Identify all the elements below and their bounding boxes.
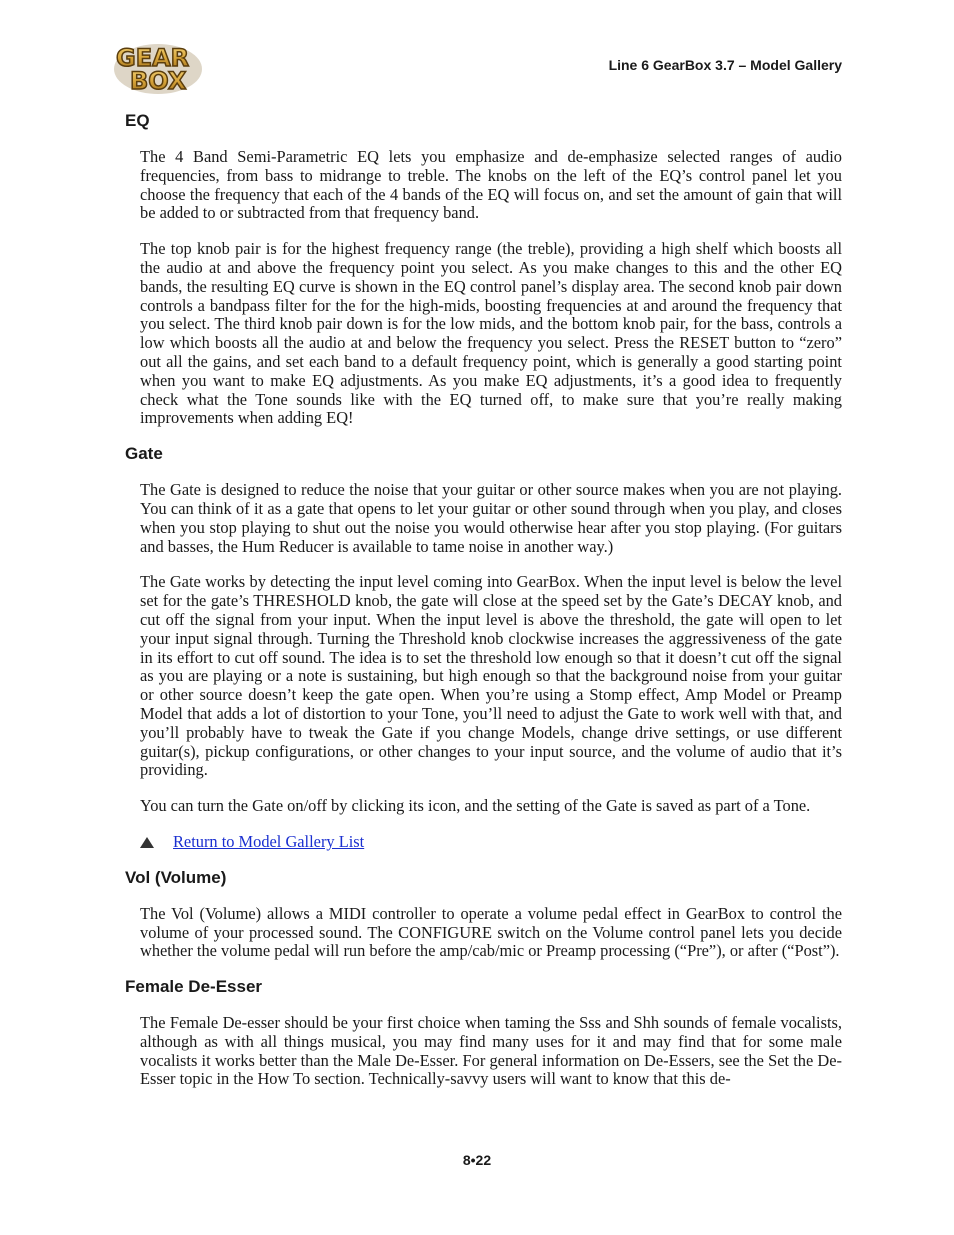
heading-female-deesser: Female De-Esser <box>125 977 263 997</box>
triangle-up-icon <box>140 837 154 848</box>
gate-paragraph-3: You can turn the Gate on/off by clicking its icon, and the setting of the Gate is saved as part of a Tone. <box>140 796 811 816</box>
heading-vol: Vol (Volume) <box>125 867 227 887</box>
eq-paragraph-2: The top knob pair is for the highest frequency range (the treble), providing a high shelf which boosts all the audio at and above the frequency point you select. As you make changes to this and the other EQ bands, the resulting EQ curve is shown in the EQ control panel’s display area. The second knob pair down controls a bandpass filter for the for the high-mids, boosting frequencies at and around the frequency that you select. The third knob pair down is for the low mids, and the bottom knob pair, for the bass, controls a low which boosts all the audio at and below the frequency you select. Press the RESET button to “zero” out all the gains, and set each band to a default frequency point, which is generally a good starting point when you want to make EQ adjustments. As you make EQ adjustments, it’s a good idea to frequently check what the Tone sounds like with the EQ turned off, to make sure that you’re really making improvements when adding EQ! <box>140 239 842 428</box>
page-number: 8•22 <box>462 1152 492 1168</box>
return-to-gallery-link[interactable]: Return to Model Gallery List <box>173 831 365 851</box>
svg-text:BOX: BOX <box>130 67 187 95</box>
heading-eq: EQ <box>125 111 150 130</box>
return-row <box>140 833 842 852</box>
vol-paragraph-1: The Vol (Volume) allows a MIDI controller to operate a volume pedal effect in GearBox to control the volume of your processed sound. The CONFIGURE switch on the Volume control panel lets you decide whether the volume pedal will run before the amp/cab/mic or Preamp processing (“Pre”), or after (“Post”). <box>140 903 842 961</box>
eq-paragraph-1: The 4 Band Semi-Parametric EQ lets you emphasize and de-emphasize selected ranges of audio frequencies, from bass to midrange to treble. The knobs on the left of the EQ’s control panel let you choose the frequency that each of the 4 bands of the EQ will focus on, and set the amount of gain that will be added to or subtracted from that frequency band. <box>140 147 842 223</box>
gate-paragraph-2: The Gate works by detecting the input level coming into GearBox. When the input level is below the level set for the gate’s THRESHOLD knob, the gate will close at the speed set by the Gate’s DECAY knob, and cut off the signal from your input. When the input level is above the threshold, the gate will open to let your input signal through. Turning the Threshold knob clockwise increases the aggressiveness of the gate in its effort to cut off sound. The idea is to set the threshold low enough so that it doesn’t cut off the signal as you are playing or a note is sustaining, but high enough so that the background noise from your guitar or other source doesn’t keep the gate open. When you’re using a Stomp effect, Amp Model or Preamp Model that adds a lot of distortion to your Tone, you’ll need to adjust the Gate to work well with that, and you’ll probably have to tweak the Gate if you change Models, change drive settings, or use different guitar(s), pickup configurations, or other changes to your input source, and the volume of audio that it’s providing. <box>140 572 842 780</box>
deesser-paragraph-1: The Female De-esser should be your first choice when taming the Sss and Shh sounds of female vocalists, although as with all things musical, you may find many uses for it and may find that for some male vocalists it works better than the Male De-Esser. For general information on De-Essers, see the Set the De-Esser topic in the How To section. Technically-savvy users will want to know that this de- <box>140 1013 842 1089</box>
gate-paragraph-1: The Gate is designed to reduce the noise that your guitar or other source makes when you are not playing. You can think of it as a gate that opens to let your guitar or other sound through when you play, and closes when you stop playing to shut out the noise you would otherwise hear after you stop playing. (For guitars and basses, the Hum Reducer is available to tame noise in another way.) <box>140 480 842 556</box>
running-header: Line 6 GearBox 3.7 – Model Gallery <box>608 57 842 73</box>
svg-text:GEAR: GEAR <box>116 44 190 72</box>
page-content <box>125 108 842 1089</box>
heading-gate: Gate <box>125 444 163 464</box>
gearbox-logo <box>112 40 204 96</box>
